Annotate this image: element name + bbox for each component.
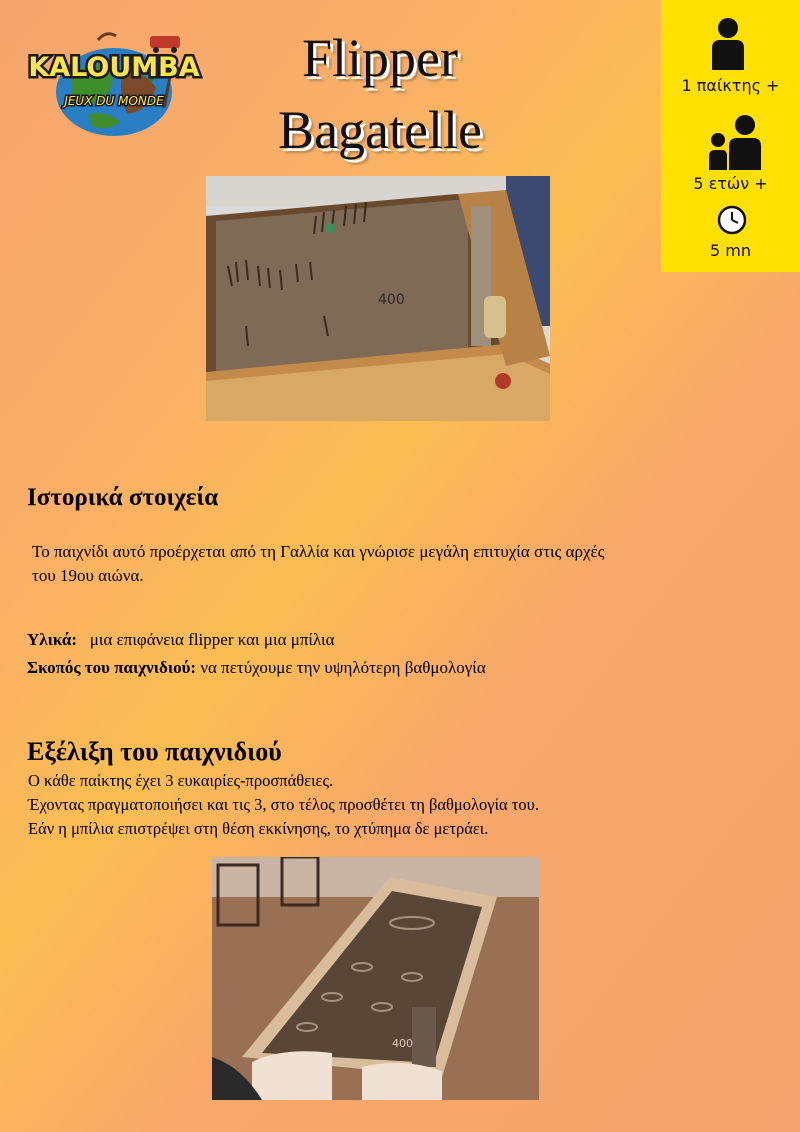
history-line-1: Το παιχνίδι αυτό προέρχεται από τη Γαλλία και γνώρισε μεγάλη επιτυχία στις αρχές — [32, 542, 605, 561]
evolution-line-2: Έχοντας πραγματοποιήσει και τις 3, στο τέλος προσθέτει τη βαθμολογία του. — [28, 795, 539, 814]
flipper-board-photo-top — [206, 176, 550, 421]
logo-brand-name: KALOUMBA — [28, 52, 200, 83]
goal-line — [27, 654, 767, 682]
duration-label: 5 mn — [710, 241, 751, 260]
board-score-label-bottom: 400 — [392, 1037, 413, 1050]
materials-line — [27, 626, 767, 654]
board-score-label: 400 — [378, 292, 405, 308]
goal-label: Σκοπός του παιχνιδιού: — [27, 658, 197, 677]
history-line-2: του 19ου αιώνα. — [32, 566, 144, 585]
materials-block — [27, 626, 767, 682]
materials-label: Υλικά: — [27, 630, 77, 649]
materials-value: μια επιφάνεια flipper και μια μπίλια — [89, 630, 335, 649]
age-label: 5 ετών + — [693, 174, 768, 193]
history-heading: Ιστορικά στοιχεία — [27, 484, 219, 511]
page-title-line1: Flipper — [302, 28, 458, 88]
game-info-box — [661, 0, 800, 272]
goal-value: να πετύχουμε την υψηλότερη βαθμολογία — [200, 658, 486, 677]
logo-tagline: JEUX DU MONDE — [64, 94, 164, 108]
evolution-line-3: Εάν η μπίλια επιστρέψει στη θέση εκκίνησης, το χτύπημα δε μετράει. — [28, 819, 489, 838]
evolution-paragraph — [28, 769, 768, 841]
flipper-board-photo-bottom — [212, 857, 539, 1100]
evolution-heading: Εξέλιξη του παιχνιδιού — [27, 737, 282, 766]
evolution-line-1: Ο κάθε παίκτης έχει 3 ευκαιρίες-προσπάθειες. — [28, 771, 334, 790]
page-title-line2: Bagatelle — [278, 100, 482, 160]
kaloumba-logo — [14, 18, 214, 140]
history-paragraph — [32, 540, 772, 588]
clock-icon — [717, 205, 747, 235]
players-label: 1 παίκτης + — [681, 76, 780, 95]
family-icon — [707, 114, 763, 170]
person-icon — [708, 18, 748, 70]
